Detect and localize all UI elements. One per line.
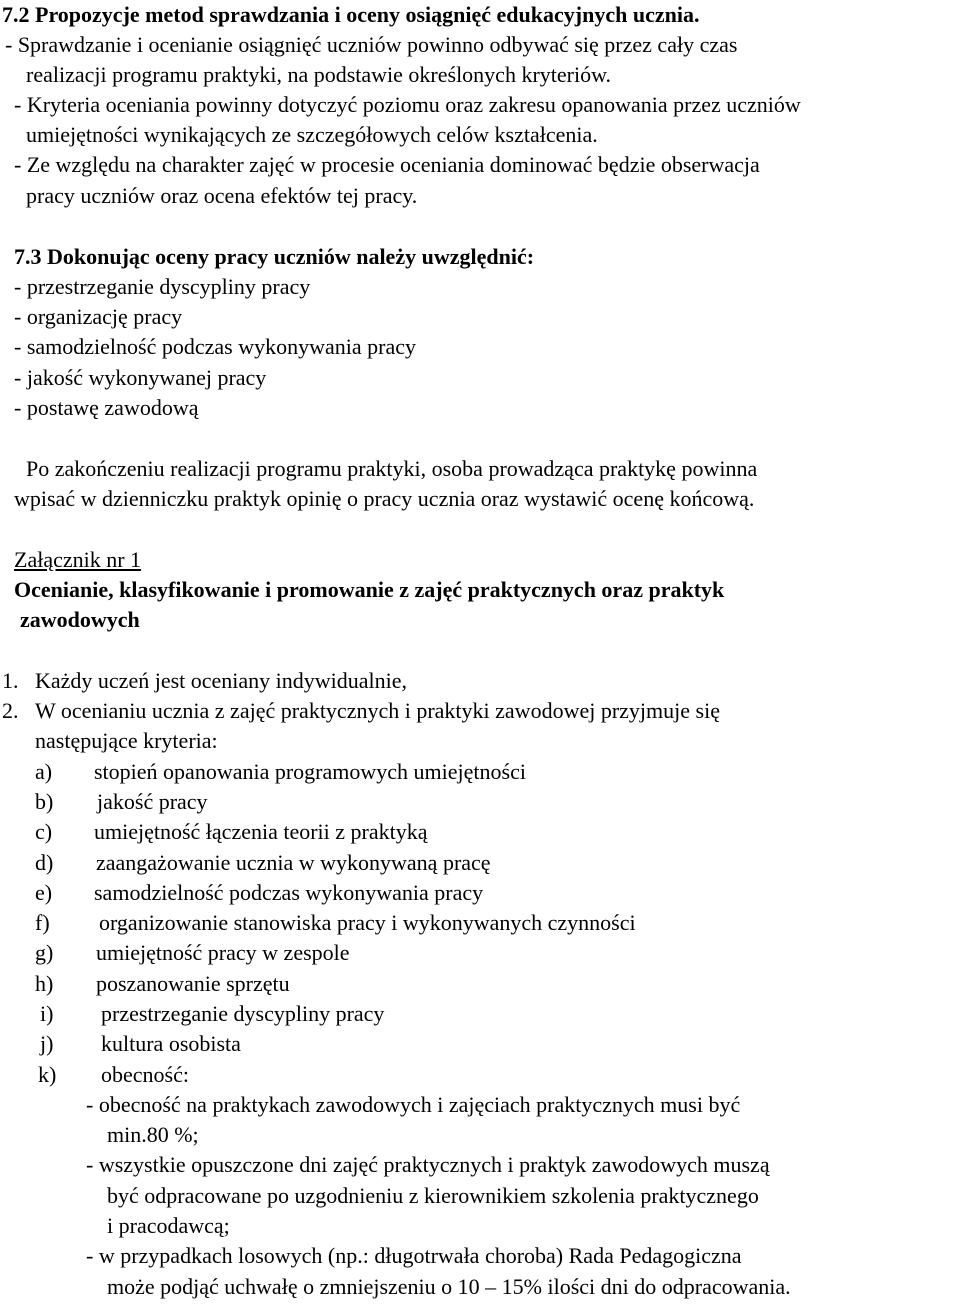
annex-subtitle-line-2: zawodowych (20, 607, 140, 632)
criterion-text: organizowanie stanowiska pracy i wykonywanych czynności (99, 910, 636, 935)
attendance-rule-1-line-2: min.80 %; (107, 1122, 199, 1147)
criterion-letter: g) (35, 940, 54, 965)
criterion-letter: e) (35, 880, 53, 905)
criterion-text: samodzielność podczas wykonywania pracy (94, 880, 484, 905)
criterion-text: umiejętność pracy w zespole (96, 940, 350, 965)
criterion-text: jakość pracy (97, 789, 208, 814)
section-7-2-paragraph-2-line-1: - Kryteria oceniania powinny dotyczyć poziomu oraz zakresu opanowania przez uczniów (14, 92, 801, 117)
criterion-letter: f) (35, 910, 50, 935)
criterion-list-item: - organizację pracy (14, 304, 183, 329)
annex-subtitle-line-1: Ocenianie, klasyfikowanie i promowanie z zajęć praktycznych oraz praktyk (14, 577, 725, 602)
criterion-letter: k) (38, 1062, 57, 1087)
criterion-letter: d) (35, 850, 54, 875)
criterion-text: przestrzeganie dyscypliny pracy (101, 1001, 385, 1026)
attendance-rule-2-line-1: - wszystkie opuszczone dni zajęć praktycznych i praktyk zawodowych muszą (86, 1152, 770, 1177)
closing-paragraph-line-2: wpisać w dzienniczku praktyk opinię o pracy ucznia oraz wystawić ocenę końcową. (14, 486, 755, 511)
section-7-2-paragraph-3-line-1: - Ze względu na charakter zajęć w procesie oceniania dominować będzie obserwacja (14, 152, 760, 177)
attendance-rule-3-line-1: - w przypadkach losowych (np.: długotrwała choroba) Rada Pedagogiczna (86, 1243, 742, 1268)
point-1-text: Każdy uczeń jest oceniany indywidualnie, (35, 668, 408, 693)
attendance-rule-2-line-2: być odpracowane po uzgodnieniu z kierownikiem szkolenia praktycznego (107, 1183, 759, 1208)
criterion-text: obecność: (101, 1062, 189, 1087)
criterion-text: kultura osobista (101, 1031, 241, 1056)
criterion-list-item: - jakość wykonywanej pracy (14, 365, 267, 390)
closing-paragraph-line-1: Po zakończeniu realizacji programu praktyki, osoba prowadząca praktykę powinna (26, 456, 758, 481)
attendance-rule-3-line-2: może podjąć uchwałę o zmniejszeniu o 10 – 15% ilości dni do odpracowania. (107, 1274, 791, 1299)
attendance-rule-1-line-1: - obecność na praktykach zawodowych i zajęciach praktycznych musi być (86, 1092, 741, 1117)
criterion-letter: a) (35, 759, 53, 784)
section-7-2-heading: 7.2 Propozycje metod sprawdzania i oceny osiągnięć edukacyjnych ucznia. (2, 2, 700, 27)
annex-title: Załącznik nr 1 (14, 547, 142, 572)
criterion-list-item: - postawę zawodową (14, 395, 199, 420)
criterion-text: zaangażowanie ucznia w wykonywaną pracę (96, 850, 491, 875)
section-7-2-paragraph-1-line-1: - Sprawdzanie i ocenianie osiągnięć uczniów powinno odbywać się przez cały czas (5, 32, 738, 57)
criterion-text: stopień opanowania programowych umiejętności (94, 759, 526, 784)
section-7-2-paragraph-2-line-2: umiejętności wynikających ze szczegółowych celów kształcenia. (26, 122, 598, 147)
criterion-letter: i) (40, 1001, 54, 1026)
attendance-rule-2-line-3: i pracodawcą; (107, 1213, 230, 1238)
criterion-text: umiejętność łączenia teorii z praktyką (94, 819, 428, 844)
criterion-letter: c) (35, 819, 53, 844)
criterion-letter: b) (35, 789, 54, 814)
point-2-number: 2. (2, 698, 19, 723)
criterion-list-item: - przestrzeganie dyscypliny pracy (14, 274, 311, 299)
point-2-line-1: W ocenianiu ucznia z zajęć praktycznych i praktyki zawodowej przyjmuje się (35, 698, 720, 723)
criterion-text: poszanowanie sprzętu (96, 971, 290, 996)
point-1-number: 1. (2, 668, 19, 693)
criterion-letter: j) (40, 1031, 54, 1056)
section-7-3-heading: 7.3 Dokonując oceny pracy uczniów należy uwzględnić: (14, 244, 535, 269)
criterion-list-item: - samodzielność podczas wykonywania pracy (14, 334, 416, 359)
criterion-letter: h) (35, 971, 54, 996)
section-7-2-paragraph-1-line-2: realizacji programu praktyki, na podstawie określonych kryteriów. (26, 62, 612, 87)
point-2-line-2: następujące kryteria: (35, 728, 218, 753)
section-7-2-paragraph-3-line-2: pracy uczniów oraz ocena efektów tej pracy. (26, 183, 418, 208)
